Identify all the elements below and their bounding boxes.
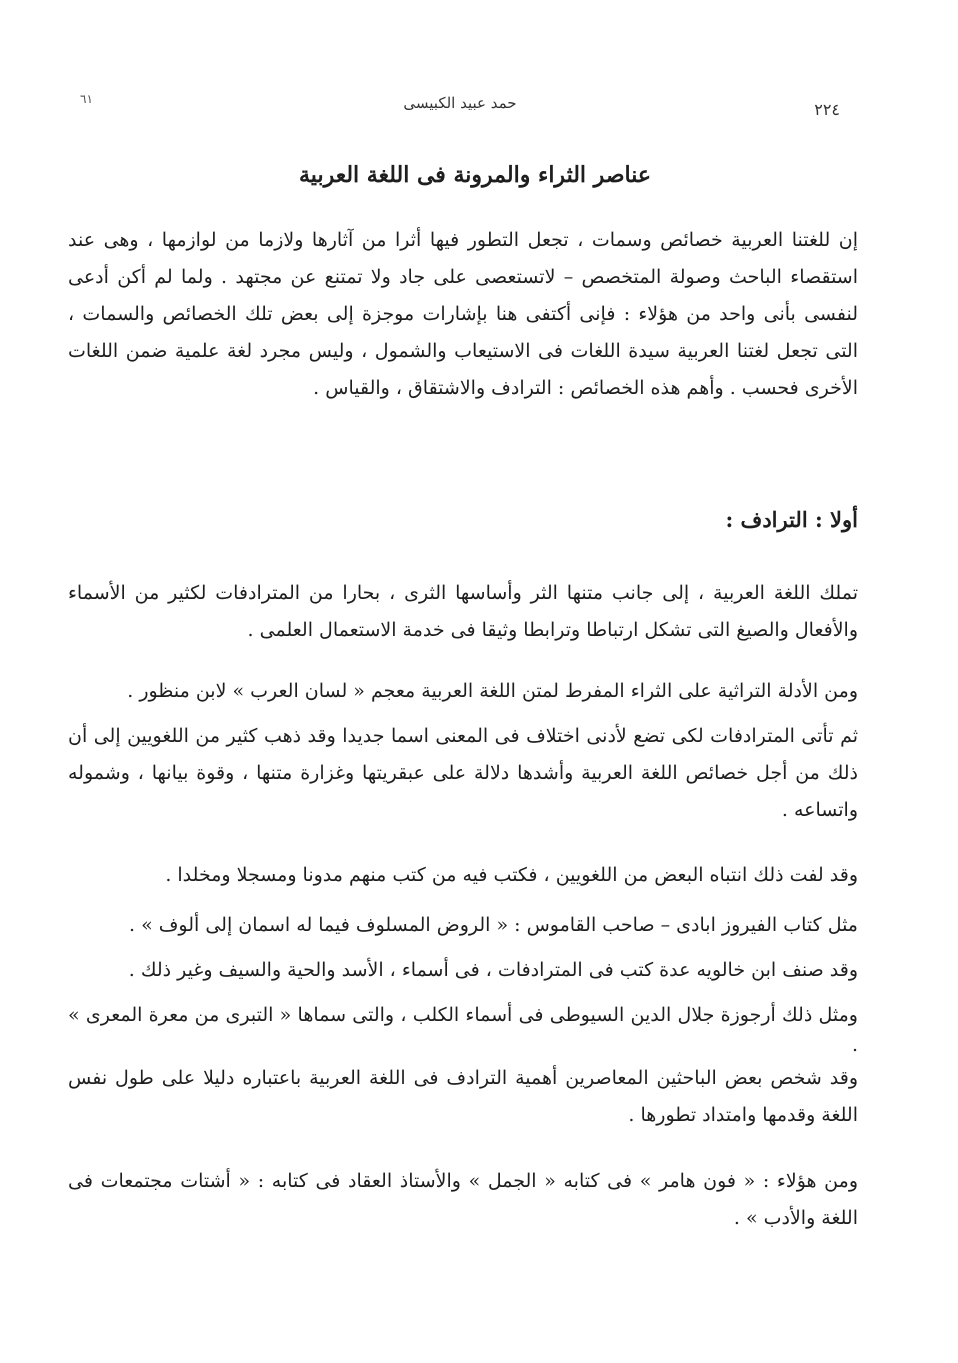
paragraph: وقد لفت ذلك انتباه البعض من اللغويين ، فكتب فيه من كتب منهم مدونا ومسجلا ومخلدا . (165, 864, 858, 886)
page-number: ٢٢٤ (814, 100, 840, 119)
section-mark: ٦١ (80, 92, 93, 106)
section-heading: أولا : الترادف : (725, 507, 858, 532)
paragraph: تملك اللغة العربية ، إلى جانب متنها الثر وأساسها الثرى ، بحارا من المترادفات لكثير من الأسماء والأفعال والصيغ التى تشكل ارتباطا وترابطا وثيقا فى خدمة الاستعمال العلمى . (68, 582, 858, 641)
paragraph: مثل كتاب الفيروز ابادى – صاحب القاموس : « الروض المسلوف فيما له اسمان إلى ألوف » . (128, 914, 858, 936)
running-title: حمد عبيد الكبيسى (403, 94, 517, 112)
paragraph: ثم تأتى المترادفات لكى تضع لأدنى اختلاف فى المعنى اسما جديدا وقد ذهب كثير من اللغويين إلى أن ذلك من أجل خصائص اللغة العربية وأشدها دلالة على عبقريتها وغزارة متنها ، وقوة بيانها ، وشموله واتساعه . (68, 725, 858, 821)
paragraph: وقد صنف ابن خالويه عدة كتب فى المترادفات ، فى أسماء ، الأسد والحية والسيف وغير ذلك . (128, 959, 858, 981)
page-header (80, 92, 840, 122)
article-title: عناصر الثراء والمرونة فى اللغة العربية (299, 162, 651, 188)
paragraph: ومثل ذلك أرجوزة جلال الدين السيوطى فى أسماء الكلب ، والتى سماها « التبرى من معرة المعرى » . (68, 1004, 858, 1056)
intro-paragraph: إن للغتنا العربية خصائص وسمات ، تجعل التطور فيها أثرا من آثارها ولازما من لوازمها ، وهى عند استقصاء الباحث وصولة المتخصص – لاتستعصى على جاد ولا تمتنع عن مجتهد . ولما لم أكن أدعى لنفسى بأنى واحد من هؤلاء : فإنى أكتفى هنا بإشارات موجزة إلى بعض تلك الخصائص والسمات ، التى تجعل لغتنا العربية سيدة اللغات فى الاستيعاب والشمول ، وليس مجرد لغة علمية ضمن اللغات الأخرى فحسب . وأهم هذه الخصائص : الترادف والاشتقاق ، والقياس . (68, 229, 858, 399)
paragraph: ومن الأدلة التراثية على الثراء المفرط لمتن اللغة العربية معجم « لسان العرب » لابن منظور . (127, 680, 858, 702)
paragraph: ومن هؤلاء : « فون هامر » فى كتابه « الجمل » والأستاذ العقاد فى كتابه : « أشتات مجتمعات فى اللغة والأدب » . (68, 1170, 858, 1229)
paragraph: وقد شخص بعض الباحثين المعاصرين أهمية الترادف فى اللغة العربية باعتباره دليلا على طول نفس اللغة وقدمها وامتداد تطورها . (68, 1067, 858, 1126)
